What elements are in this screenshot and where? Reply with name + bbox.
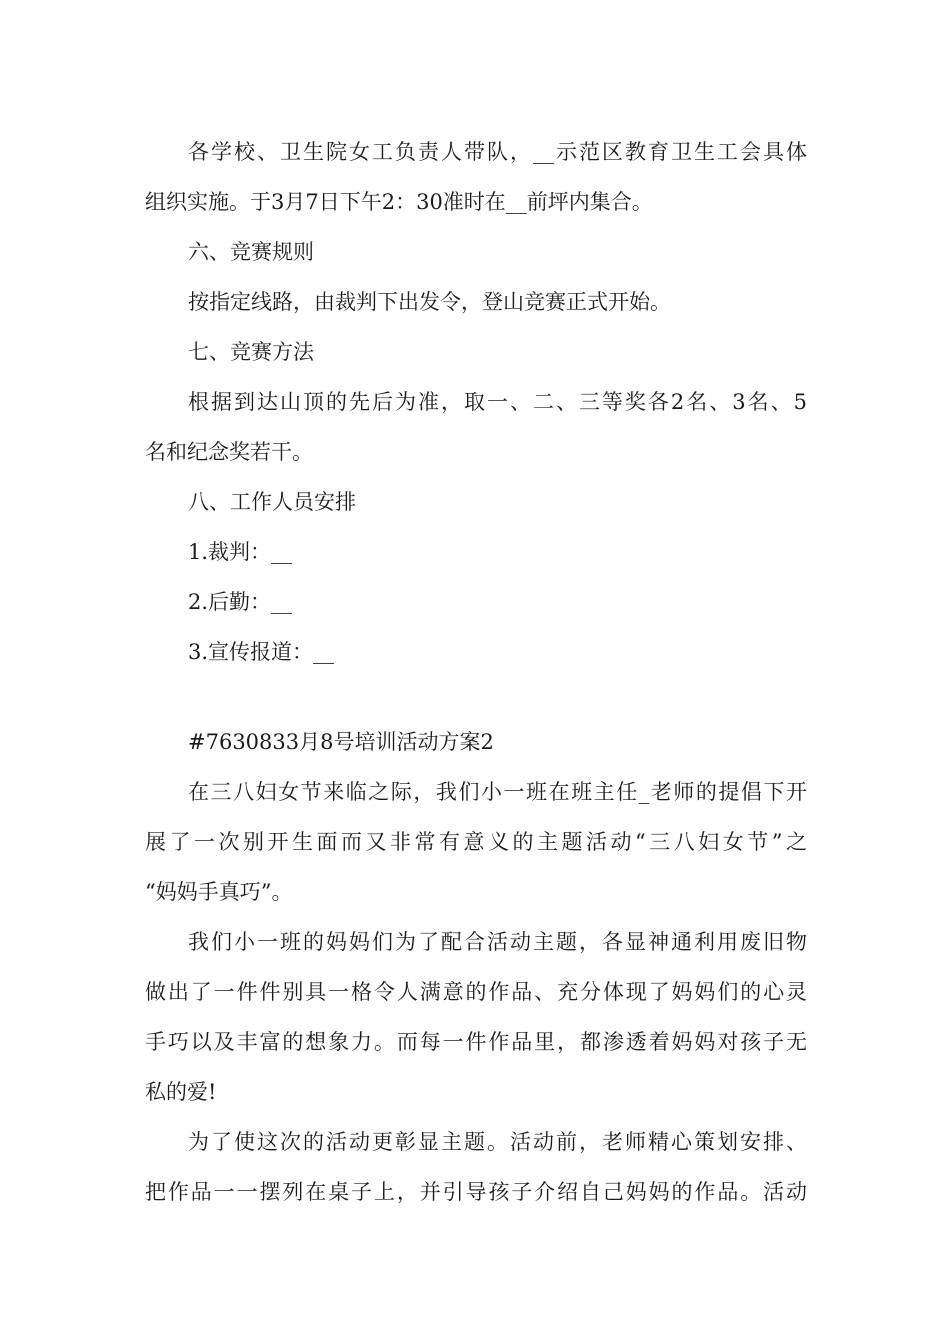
paragraph-intro	[145, 767, 807, 917]
text-line: 根据到达山顶的先后为准，取一、二、三等奖各2名、3名、5	[188, 390, 807, 414]
staff-item-referee: 1.裁判：__	[188, 540, 293, 564]
text-line: 名和纪念奖若干。	[145, 440, 313, 464]
section-heading-staff: 八、工作人员安排	[188, 490, 356, 514]
paragraph-organization	[145, 127, 807, 227]
text-line: 展了一次别开生面而又非常有意义的主题活动“三八妇女节”之	[145, 830, 807, 854]
staff-item-logistics: 2.后勤：__	[188, 590, 293, 614]
staff-item-publicity: 3.宣传报道：__	[188, 640, 335, 664]
text-line: 各学校、卫生院女工负责人带队，__示范区教育卫生工会具体	[188, 140, 807, 164]
plan-title: #7630833月8号培训活动方案2	[188, 730, 494, 754]
document-page	[145, 127, 807, 1217]
text-line: 手巧以及丰富的想象力。而每一件作品里，都渗透着妈妈对孩子无	[145, 1030, 807, 1054]
section-heading-rules: 六、竞赛规则	[188, 240, 314, 264]
paragraph-method	[145, 377, 807, 477]
text-line: 在三八妇女节来临之际，我们小一班在班主任_老师的提倡下开	[188, 780, 807, 804]
paragraph-rules: 按指定线路，由裁判下出发令，登山竞赛正式开始。	[188, 290, 671, 314]
text-line: 做出了一件件别具一格令人满意的作品、充分体现了妈妈们的心灵	[145, 980, 807, 1004]
text-line: 为了使这次的活动更彰显主题。活动前，老师精心策划安排、	[188, 1130, 807, 1154]
spacer	[145, 677, 807, 717]
text-line: 组织实施。于3月7日下午2：30准时在__前坪内集合。	[145, 190, 653, 214]
paragraph-activity	[145, 1117, 807, 1217]
section-heading-method: 七、竞赛方法	[188, 340, 314, 364]
text-line: 把作品一一摆列在桌子上，并引导孩子介绍自己妈妈的作品。活动	[145, 1180, 807, 1204]
paragraph-mothers-works	[145, 917, 807, 1117]
text-line: “妈妈手真巧”。	[145, 880, 293, 904]
text-line: 私的爱!	[145, 1080, 217, 1104]
text-line: 我们小一班的妈妈们为了配合活动主题，各显神通利用废旧物	[188, 930, 807, 954]
